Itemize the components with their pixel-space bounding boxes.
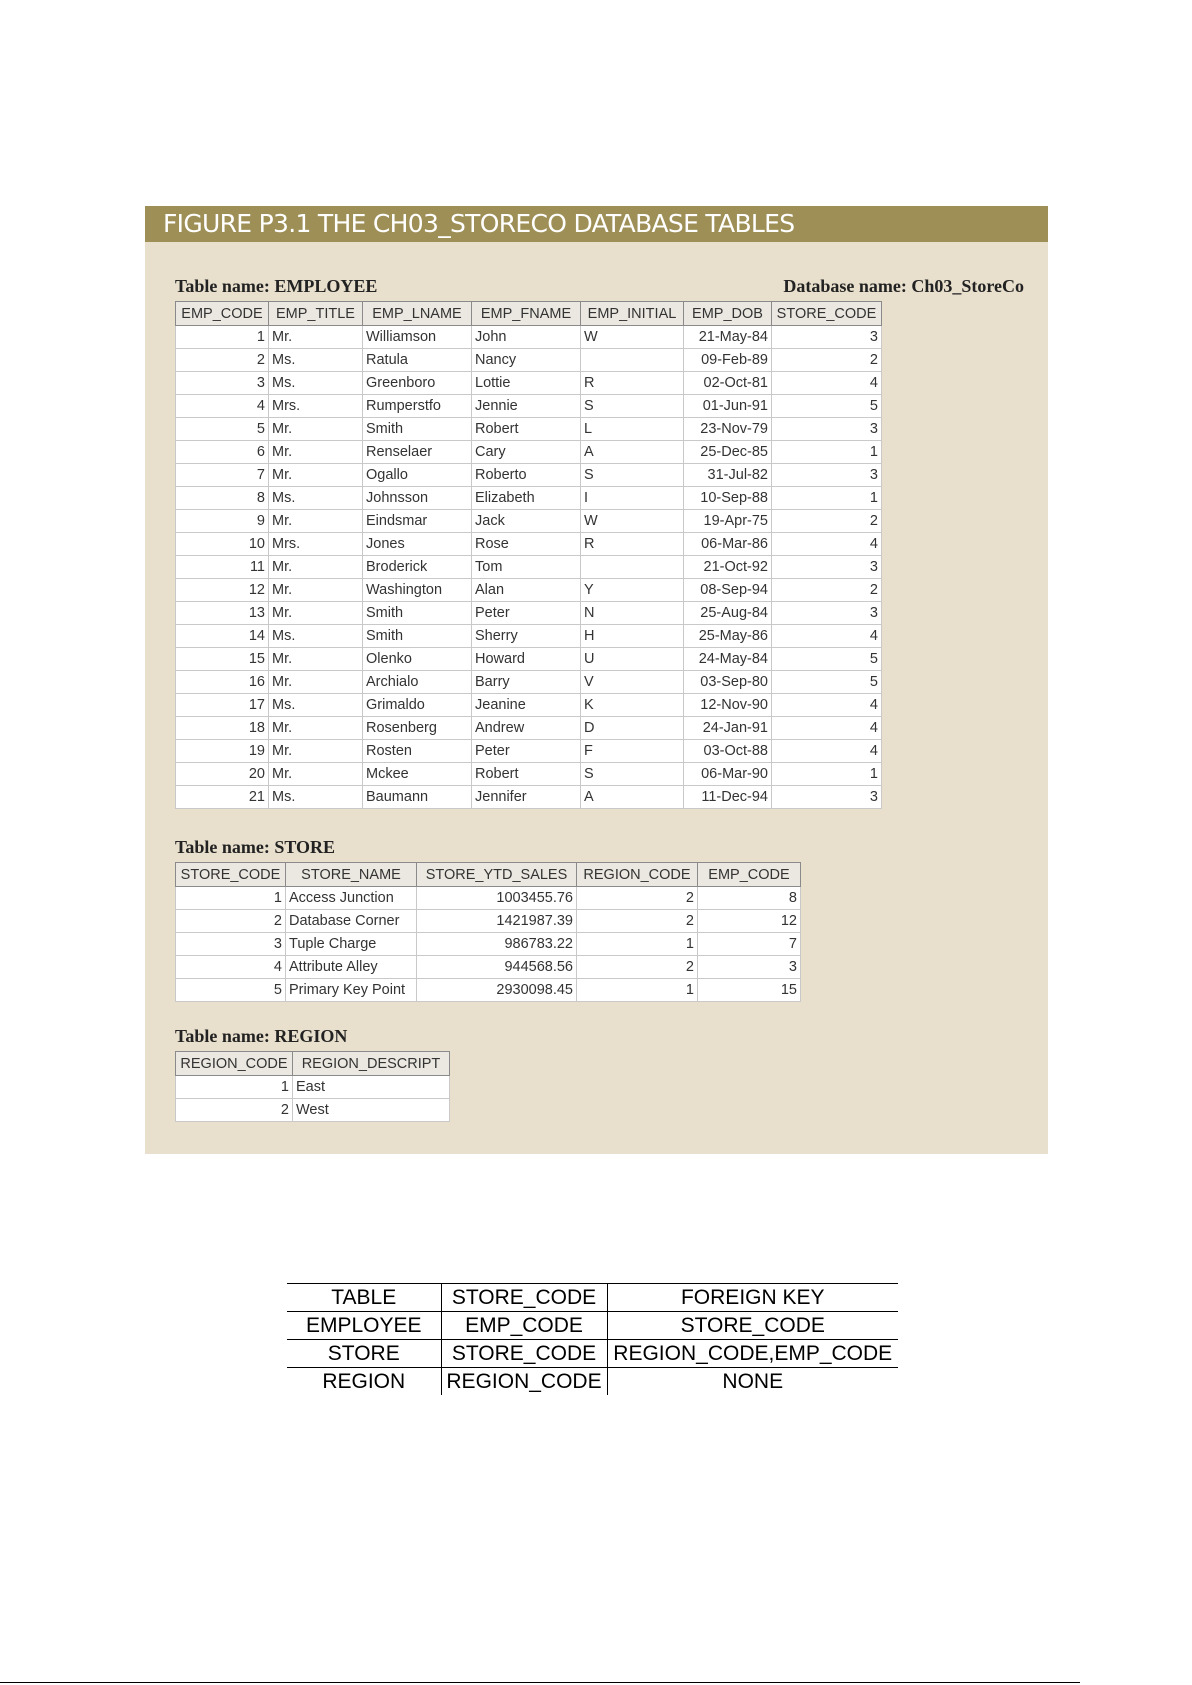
table-cell: 4 <box>176 395 269 418</box>
figure-title: FIGURE P3.1 THE CH03_STORECO DATABASE TABLES <box>163 209 795 238</box>
table-row <box>176 326 882 349</box>
table-cell: 08-Sep-94 <box>684 579 772 602</box>
table-row <box>176 740 882 763</box>
table-cell: Andrew <box>472 717 581 740</box>
table-cell: 21-Oct-92 <box>684 556 772 579</box>
table-cell: Mr. <box>269 326 363 349</box>
employee-table-label: Table name: EMPLOYEE <box>175 276 378 296</box>
column-header: STORE_CODE <box>176 863 286 887</box>
table-row <box>176 786 882 809</box>
keys-header-row <box>287 1284 898 1312</box>
table-cell: 2 <box>176 910 286 933</box>
table-cell: Ms. <box>269 487 363 510</box>
table-cell: A <box>581 441 684 464</box>
table-row <box>176 1099 450 1122</box>
table-cell: 25-Aug-84 <box>684 602 772 625</box>
table-cell: Rumperstfo <box>363 395 472 418</box>
table-cell: Mrs. <box>269 533 363 556</box>
table-cell: N <box>581 602 684 625</box>
column-header: STORE_YTD_SALES <box>417 863 577 887</box>
store-table <box>175 862 801 1002</box>
table-cell: Johnsson <box>363 487 472 510</box>
table-cell: Mr. <box>269 717 363 740</box>
table-cell: 7 <box>176 464 269 487</box>
store-table-label: Table name: STORE <box>175 837 336 857</box>
table-cell: Mr. <box>269 464 363 487</box>
table-cell: Tom <box>472 556 581 579</box>
table-cell: 5 <box>176 418 269 441</box>
column-header: EMP_LNAME <box>363 302 472 326</box>
table-cell: 06-Mar-86 <box>684 533 772 556</box>
table-cell: R <box>581 533 684 556</box>
table-row <box>176 956 801 979</box>
table-cell: 3 <box>176 372 269 395</box>
table-cell: 1 <box>772 441 882 464</box>
table-cell: S <box>581 395 684 418</box>
table-cell: 10 <box>176 533 269 556</box>
table-cell: 23-Nov-79 <box>684 418 772 441</box>
table-cell: S <box>581 763 684 786</box>
table-cell: 15 <box>698 979 801 1002</box>
page-bottom-rule <box>0 1682 1080 1683</box>
table-cell: Y <box>581 579 684 602</box>
table-row <box>176 441 882 464</box>
table-cell: NONE <box>607 1368 898 1396</box>
table-cell: Roberto <box>472 464 581 487</box>
table-cell: Ms. <box>269 372 363 395</box>
table-cell: 2 <box>176 349 269 372</box>
keys-table <box>287 1283 898 1395</box>
table-cell: 24-May-84 <box>684 648 772 671</box>
table-cell: Mr. <box>269 740 363 763</box>
table-cell: 17 <box>176 694 269 717</box>
table-cell: Ogallo <box>363 464 472 487</box>
table-cell: John <box>472 326 581 349</box>
table-cell: 1 <box>176 326 269 349</box>
table-row <box>176 510 882 533</box>
table-cell: 12-Nov-90 <box>684 694 772 717</box>
table-cell: 986783.22 <box>417 933 577 956</box>
table-cell: K <box>581 694 684 717</box>
table-cell: 14 <box>176 625 269 648</box>
table-cell: Mrs. <box>269 395 363 418</box>
table-cell: 6 <box>176 441 269 464</box>
table-cell: 2 <box>577 887 698 910</box>
table-cell: Mr. <box>269 579 363 602</box>
table-cell: Ms. <box>269 349 363 372</box>
column-header: EMP_CODE <box>698 863 801 887</box>
table-row <box>176 602 882 625</box>
table-cell: 3 <box>698 956 801 979</box>
table-cell: Mr. <box>269 418 363 441</box>
table-cell: Peter <box>472 740 581 763</box>
table-cell: Attribute Alley <box>286 956 417 979</box>
table-cell: REGION <box>322 1369 406 1393</box>
table-row <box>176 349 882 372</box>
table-cell: 01-Jun-91 <box>684 395 772 418</box>
table-row <box>176 533 882 556</box>
table-cell: 13 <box>176 602 269 625</box>
table-cell: West <box>293 1099 450 1122</box>
table-cell: Grimaldo <box>363 694 472 717</box>
table-cell: H <box>581 625 684 648</box>
table-cell: Ratula <box>363 349 472 372</box>
table-cell: 19 <box>176 740 269 763</box>
table-cell: STORE_CODE <box>441 1340 607 1368</box>
table-cell: 15 <box>176 648 269 671</box>
table-cell: 10-Sep-88 <box>684 487 772 510</box>
table-cell: 03-Oct-88 <box>684 740 772 763</box>
table-row <box>176 887 801 910</box>
table-cell: 4 <box>772 740 882 763</box>
table-cell: 2 <box>577 910 698 933</box>
table-cell: 20 <box>176 763 269 786</box>
table-cell: 3 <box>176 933 286 956</box>
employee-table <box>175 301 882 809</box>
table-row <box>287 1312 898 1340</box>
table-cell: 2 <box>577 956 698 979</box>
table-cell: D <box>581 717 684 740</box>
table-cell: EMPLOYEE <box>287 1312 441 1340</box>
table-cell: 1 <box>577 979 698 1002</box>
table-cell: Olenko <box>363 648 472 671</box>
table-cell: Jones <box>363 533 472 556</box>
table-cell: STORE <box>287 1340 441 1368</box>
table-cell: 4 <box>772 694 882 717</box>
table-cell: 7 <box>698 933 801 956</box>
table-cell: 2 <box>176 1099 293 1122</box>
table-cell: 1 <box>577 933 698 956</box>
column-header: EMP_CODE <box>176 302 269 326</box>
table-row <box>176 372 882 395</box>
table-cell: Ms. <box>269 786 363 809</box>
table-cell: 8 <box>176 487 269 510</box>
table-row <box>176 579 882 602</box>
table-cell: Robert <box>472 418 581 441</box>
table-cell: W <box>581 510 684 533</box>
table-cell: 18 <box>176 717 269 740</box>
table-cell: Mckee <box>363 763 472 786</box>
table-cell: 11-Dec-94 <box>684 786 772 809</box>
table-cell <box>581 349 684 372</box>
table-cell: Cary <box>472 441 581 464</box>
table-cell: 03-Sep-80 <box>684 671 772 694</box>
table-row <box>176 648 882 671</box>
column-header: STORE_CODE <box>772 302 882 326</box>
table-cell: 11 <box>176 556 269 579</box>
table-cell: Mr. <box>269 648 363 671</box>
table-cell: Baumann <box>363 786 472 809</box>
table-cell: 25-May-86 <box>684 625 772 648</box>
table-cell: 16 <box>176 671 269 694</box>
table-cell: 1003455.76 <box>417 887 577 910</box>
store-header-row <box>176 863 801 887</box>
table-cell: 1421987.39 <box>417 910 577 933</box>
column-header: REGION_CODE <box>176 1052 293 1076</box>
table-row <box>176 933 801 956</box>
table-cell: 4 <box>772 717 882 740</box>
table-cell: 3 <box>772 418 882 441</box>
table-cell: 2930098.45 <box>417 979 577 1002</box>
table-cell: S <box>581 464 684 487</box>
table-cell: I <box>581 487 684 510</box>
table-cell: Rosten <box>363 740 472 763</box>
table-cell: 3 <box>772 464 882 487</box>
table-cell: Mr. <box>269 510 363 533</box>
table-row <box>176 556 882 579</box>
table-row <box>176 418 882 441</box>
table-cell: TABLE <box>287 1284 441 1312</box>
table-row <box>176 464 882 487</box>
table-cell: 2 <box>772 579 882 602</box>
table-cell: 1 <box>176 887 286 910</box>
table-cell: U <box>581 648 684 671</box>
table-cell: 19-Apr-75 <box>684 510 772 533</box>
region-table <box>175 1051 450 1122</box>
table-row <box>176 763 882 786</box>
table-cell: 21 <box>176 786 269 809</box>
table-cell: Eindsmar <box>363 510 472 533</box>
table-cell: 3 <box>772 786 882 809</box>
column-header: STORE_NAME <box>286 863 417 887</box>
table-cell: REGION_CODE,EMP_CODE <box>607 1340 898 1368</box>
table-cell: 21-May-84 <box>684 326 772 349</box>
table-cell: FOREIGN KEY <box>607 1284 898 1312</box>
table-cell: Ms. <box>269 694 363 717</box>
table-cell: 4 <box>772 372 882 395</box>
table-cell: Robert <box>472 763 581 786</box>
column-header: EMP_INITIAL <box>581 302 684 326</box>
table-cell: Sherry <box>472 625 581 648</box>
table-cell: 5 <box>772 671 882 694</box>
table-cell: Broderick <box>363 556 472 579</box>
table-cell: 5 <box>772 395 882 418</box>
table-cell <box>581 556 684 579</box>
table-cell: Jeanine <box>472 694 581 717</box>
table-cell: STORE_CODE <box>441 1284 607 1312</box>
table-cell: Tuple Charge <box>286 933 417 956</box>
table-cell: 5 <box>772 648 882 671</box>
table-cell: Nancy <box>472 349 581 372</box>
table-cell: Barry <box>472 671 581 694</box>
table-cell: Primary Key Point <box>286 979 417 1002</box>
table-cell: V <box>581 671 684 694</box>
table-cell: 2 <box>772 349 882 372</box>
column-header: EMP_TITLE <box>269 302 363 326</box>
table-cell: 1 <box>176 1076 293 1099</box>
table-cell: Williamson <box>363 326 472 349</box>
column-header: REGION_CODE <box>577 863 698 887</box>
table-cell: Database Corner <box>286 910 417 933</box>
table-cell: 06-Mar-90 <box>684 763 772 786</box>
table-cell: 5 <box>176 979 286 1002</box>
table-cell: 12 <box>176 579 269 602</box>
table-cell: 944568.56 <box>417 956 577 979</box>
table-cell: 09-Feb-89 <box>684 349 772 372</box>
table-cell: Smith <box>363 418 472 441</box>
figure-panel <box>145 206 1048 1154</box>
table-row <box>176 671 882 694</box>
database-name-label: Database name: Ch03_StoreCo <box>783 276 1024 296</box>
table-cell: Mr. <box>269 441 363 464</box>
column-header: EMP_DOB <box>684 302 772 326</box>
table-cell: East <box>293 1076 450 1099</box>
table-cell: Howard <box>472 648 581 671</box>
table-cell: Rosenberg <box>363 717 472 740</box>
table-row <box>287 1368 898 1396</box>
table-cell: Ms. <box>269 625 363 648</box>
table-cell: Mr. <box>269 763 363 786</box>
table-cell: W <box>581 326 684 349</box>
table-row <box>176 717 882 740</box>
table-cell: Jennifer <box>472 786 581 809</box>
table-cell: Smith <box>363 602 472 625</box>
column-header: REGION_DESCRIPT <box>293 1052 450 1076</box>
table-cell: 02-Oct-81 <box>684 372 772 395</box>
table-row <box>176 395 882 418</box>
table-cell: 1 <box>772 487 882 510</box>
table-cell: 24-Jan-91 <box>684 717 772 740</box>
table-cell: Smith <box>363 625 472 648</box>
employee-header-row <box>176 302 882 326</box>
table-cell: 8 <box>698 887 801 910</box>
table-cell: 3 <box>772 326 882 349</box>
table-cell: L <box>581 418 684 441</box>
table-cell: 4 <box>176 956 286 979</box>
table-row <box>176 910 801 933</box>
table-cell: 9 <box>176 510 269 533</box>
table-cell: 4 <box>772 533 882 556</box>
table-cell: REGION_CODE <box>441 1368 607 1396</box>
table-cell: Lottie <box>472 372 581 395</box>
table-row <box>176 694 882 717</box>
table-cell: Mr. <box>269 602 363 625</box>
table-cell: 4 <box>772 625 882 648</box>
table-cell: Jennie <box>472 395 581 418</box>
region-table-label: Table name: REGION <box>175 1026 348 1046</box>
table-cell: Elizabeth <box>472 487 581 510</box>
table-row <box>287 1340 898 1368</box>
table-cell: STORE_CODE <box>607 1312 898 1340</box>
table-cell: EMP_CODE <box>441 1312 607 1340</box>
table-cell: 3 <box>772 602 882 625</box>
table-cell: 12 <box>698 910 801 933</box>
table-cell: 3 <box>772 556 882 579</box>
column-header: EMP_FNAME <box>472 302 581 326</box>
table-cell: 2 <box>772 510 882 533</box>
table-cell: Peter <box>472 602 581 625</box>
table-cell: R <box>581 372 684 395</box>
figure-title-bar <box>145 206 1048 242</box>
table-cell: Mr. <box>269 671 363 694</box>
table-cell: A <box>581 786 684 809</box>
table-row <box>176 625 882 648</box>
table-cell: Archialo <box>363 671 472 694</box>
table-cell: F <box>581 740 684 763</box>
table-cell: Access Junction <box>286 887 417 910</box>
table-cell: 31-Jul-82 <box>684 464 772 487</box>
table-cell: 25-Dec-85 <box>684 441 772 464</box>
table-cell: 1 <box>772 763 882 786</box>
table-cell: Jack <box>472 510 581 533</box>
table-cell: Renselaer <box>363 441 472 464</box>
table-row <box>176 487 882 510</box>
table-cell: Alan <box>472 579 581 602</box>
table-cell: Mr. <box>269 556 363 579</box>
table-row <box>176 1076 450 1099</box>
table-cell: Washington <box>363 579 472 602</box>
region-header-row <box>176 1052 450 1076</box>
table-cell: Greenboro <box>363 372 472 395</box>
table-row <box>176 979 801 1002</box>
table-cell: Rose <box>472 533 581 556</box>
